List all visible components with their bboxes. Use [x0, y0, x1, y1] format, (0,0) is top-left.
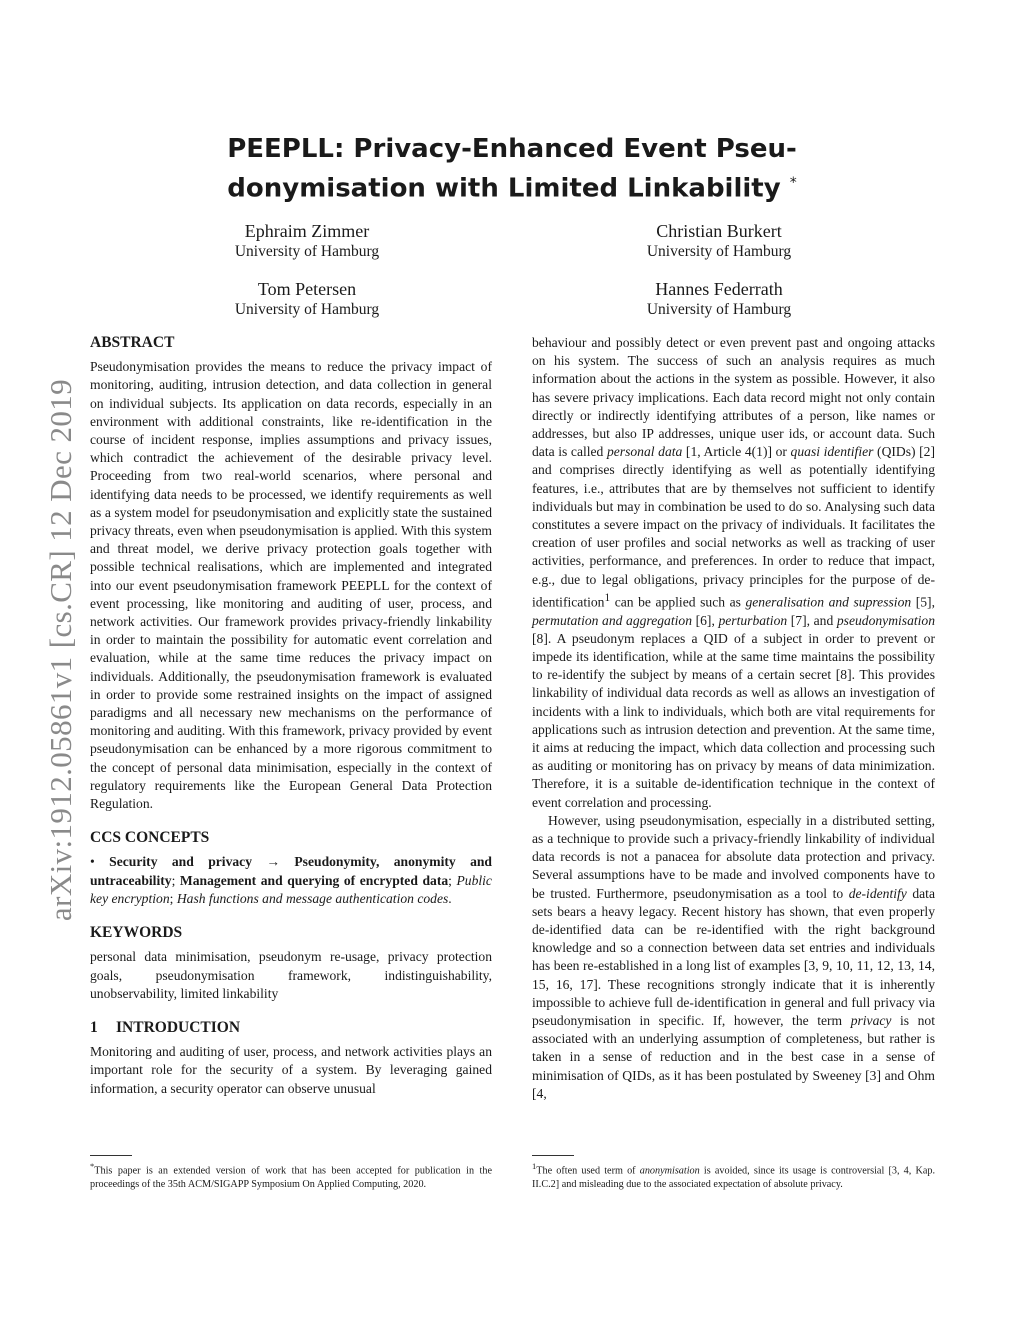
intro-text: Monitoring and auditing of user, process, and network activities plays an important role for the security of a system. By leveraging gained information, a security operator can observe unusual — [90, 1044, 492, 1096]
author-name: Christian Burkert — [656, 221, 782, 241]
text-run: [7], and — [787, 612, 837, 628]
text-run: is not associated with an underlying assumption of completeness, but rather is taken in a sense of reduction and in the best case in a sense of minimisation of QIDs, as it has been postulated by Sweeney [3] and Ohm [4, — [532, 1013, 935, 1101]
footnote-mark: * — [90, 1161, 95, 1171]
ccs-separator: ; — [448, 872, 457, 888]
term-pseudonymisation: pseudonymisation — [836, 612, 936, 628]
author-name: Hannes Federrath — [655, 279, 783, 299]
left-column — [90, 334, 492, 1098]
ccs-end: . — [448, 890, 452, 906]
footnote-ref: 1 — [604, 591, 611, 604]
title-line-2: donymisation with Limited Linkability — [227, 173, 781, 204]
text-run: behaviour and possibly detect or even prevent past and ongoing attacks on his system. The success of such an analysis requires as much information about the actions in the system as possible. However, it also has severe privacy implications. Each data record might not only contain directly or indirectly identifying attributes of a person, like names or addresses, but also IP addresses, unique user ids, or account data. Such data is called — [532, 335, 935, 460]
ccs-heading: CCS CONCEPTS — [90, 829, 210, 847]
title-footnote-mark: * — [789, 175, 797, 191]
title-line-1: PEEPLL: Privacy-Enhanced Event Pseu- — [227, 134, 797, 164]
intro-heading — [90, 1019, 492, 1037]
keywords-heading: KEYWORDS — [90, 924, 183, 942]
footnote-text: The often used term of — [536, 1165, 640, 1177]
footnote-text: This paper is an extended version of work that has been accepted for publication in the proceedings of the 35th ACM/SIGAPP Symposium On Applied Computing, 2020. — [90, 1165, 492, 1190]
term-de-identify: de-identify — [848, 885, 907, 901]
term-perturbation: perturbation — [718, 612, 788, 628]
text-run: data sets bears a heavy legacy. Recent history has shown, that even properly de-identified data can be re-identified with the right background knowledge and so a connection between data set entries and individuals has been re-established in a long list of examples [3, 9, 10, 11, 12, 13, 14, 15, 16, 17]. These recognitions strongly indicate that it is inherently impossible to achieve full de-identification in general and full privacy via pseudonymisation in specific. If, however, the term — [532, 885, 935, 1029]
text-run: [5], — [911, 594, 935, 610]
author-affiliation: University of Hamburg — [646, 243, 792, 260]
footnote-left — [90, 1160, 492, 1191]
author-name: Ephraim Zimmer — [244, 221, 370, 241]
term-permutation: permutation and aggregation — [532, 612, 692, 628]
author-name: Tom Petersen — [257, 279, 357, 299]
term-anonymisation: anonymisation — [639, 1165, 700, 1177]
text-run: [8]. A pseudonym replaces a QID of a subject in order to prevent or impede its identification, while at the same time maintains the possibility to re-identify the subject by means of a certain secret [8]. This provides linkability of individual data records as well as allows an investigation of incidents with a link to individuals, which both are vital requirements for applications such as intrusion detection and prevention. At the same time, it aims at reducing the impact, which data collection and processing such as auditing or monitoring has on privacy by means of data minimization. Therefore, it is a suitable de-identification technique in the context of event correlation and processing. — [532, 630, 935, 810]
footnote-rule — [532, 1155, 574, 1156]
arxiv-stamp-text: arXiv:1912.05861v1 [cs.CR] 12 Dec 2019 — [43, 378, 78, 922]
author-affiliation: University of Hamburg — [646, 301, 792, 318]
ccs-bullet: • — [90, 854, 95, 870]
arxiv-stamp — [26, 350, 96, 950]
text-run: (QIDs) [2] and comprises directly identifying as well as potentially identifying features, i.e., attributes that are by themselves not sufficient to identify individuals but may in combination be used to do so. Analysing such data constitutes a severe impact on the privacy of individuals. It facilitates the creation of user profiles and social networks as well as tracking of user activities, performance, and preferences. In order to reduce that impact, e.g., due to legal obligations, privacy principles for the purpose of de-identification — [532, 444, 936, 610]
ccs-separator: ; — [171, 872, 180, 888]
author-affiliation: University of Hamburg — [234, 301, 380, 318]
author-affiliation: University of Hamburg — [234, 243, 380, 260]
text-run: However, using pseudonymisation, especially in a distributed setting, as a technique to provide such a privacy-friendly linkability of individual data records is not a panacea for absolute data protection and privacy. Several assumptions have to be made and involved components have to be trusted. Furthermore, pseudonymisation as a tool to — [532, 812, 935, 901]
term-generalisation: generalisation and supression — [745, 594, 912, 610]
ccs-concepts — [90, 853, 492, 908]
ccs-concept-4: Hash functions and message authentication codes — [176, 890, 449, 906]
ccs-separator: ; — [169, 890, 177, 906]
ccs-concept-3: Public key encryption — [90, 872, 492, 906]
term-personal-data: personal data — [606, 444, 683, 460]
ccs-concept-1: Security and privacy → Pseudonymity, anonymity and untraceability — [90, 854, 492, 888]
footnote-text: is avoided, since its usage is controversial [3, 4, Kap. II.C.2] and misleading due to the associated expectation of absolute privacy. — [532, 1165, 935, 1190]
footnote-rule — [90, 1155, 132, 1156]
author-block — [177, 220, 437, 262]
body-paragraph — [532, 334, 935, 812]
term-quasi-identifier: quasi identifier — [790, 444, 874, 460]
body-paragraph — [532, 812, 935, 1103]
footnote-mark: 1 — [532, 1161, 537, 1171]
abstract-text: Pseudonymisation provides the means to reduce the privacy impact of monitoring, auditing, intrusion detection, and data collection in general on individual subjects. Its application on data records, especially in an environment with additional constraints, like re-identification in the course of incident response, implies assumptions and privacy issues, which contradict the achievement of the desirable privacy level. Proceeding from two real-world scenarios, where personal and identifying data needs to be processed, we identify requirements as well as a system model for pseudonymisation and explicitly state the sustained privacy threats, even when pseudonymisation is applied. With this system and threat model, we derive privacy protection goals together with possible technical realisations, which are implemented and integrated into our event pseudonymisation framework PEEPLL for the context of event processing, like monitoring and auditing of user, process, and network activities. Our framework provides privacy-friendly linkability in order to maintain the possibility for automatic event correlation and evaluation, while at the same time reduces the privacy impact on individuals. Additionally, the pseudonymisation framework is evaluated in order to provide some restrained insights on the impact of assigned paradigms and all necessary new mechanisms on the performance of monitoring and auditing. With this framework, privacy provided by event pseudonymisation can be enhanced by a more rigorous commitment to the concept of personal data minimisation, especially in the context of regulatory requirements like the European General Data Protection Regulation. — [90, 359, 492, 812]
text-run: can be applied such as — [610, 594, 746, 610]
paper-title — [180, 132, 844, 206]
author-block — [589, 278, 849, 320]
keywords-text: personal data minimisation, pseudonym re-usage, privacy protection goals, pseudonymisation framework, indistinguishability, unobservability, limited linkability — [90, 949, 492, 1001]
author-block — [589, 220, 849, 262]
abstract-heading: ABSTRACT — [90, 334, 175, 351]
author-block — [177, 278, 437, 320]
text-run: [1, Article 4(1)] or — [682, 444, 791, 460]
ccs-concept-2: Management and querying of encrypted data — [179, 872, 449, 888]
section-number: 1 — [90, 1018, 98, 1036]
section-title: INTRODUCTION — [116, 1018, 241, 1036]
term-privacy: privacy — [850, 1013, 892, 1029]
right-column — [532, 334, 935, 1103]
text-run: [6], — [692, 612, 719, 628]
footnote-right — [532, 1160, 935, 1191]
